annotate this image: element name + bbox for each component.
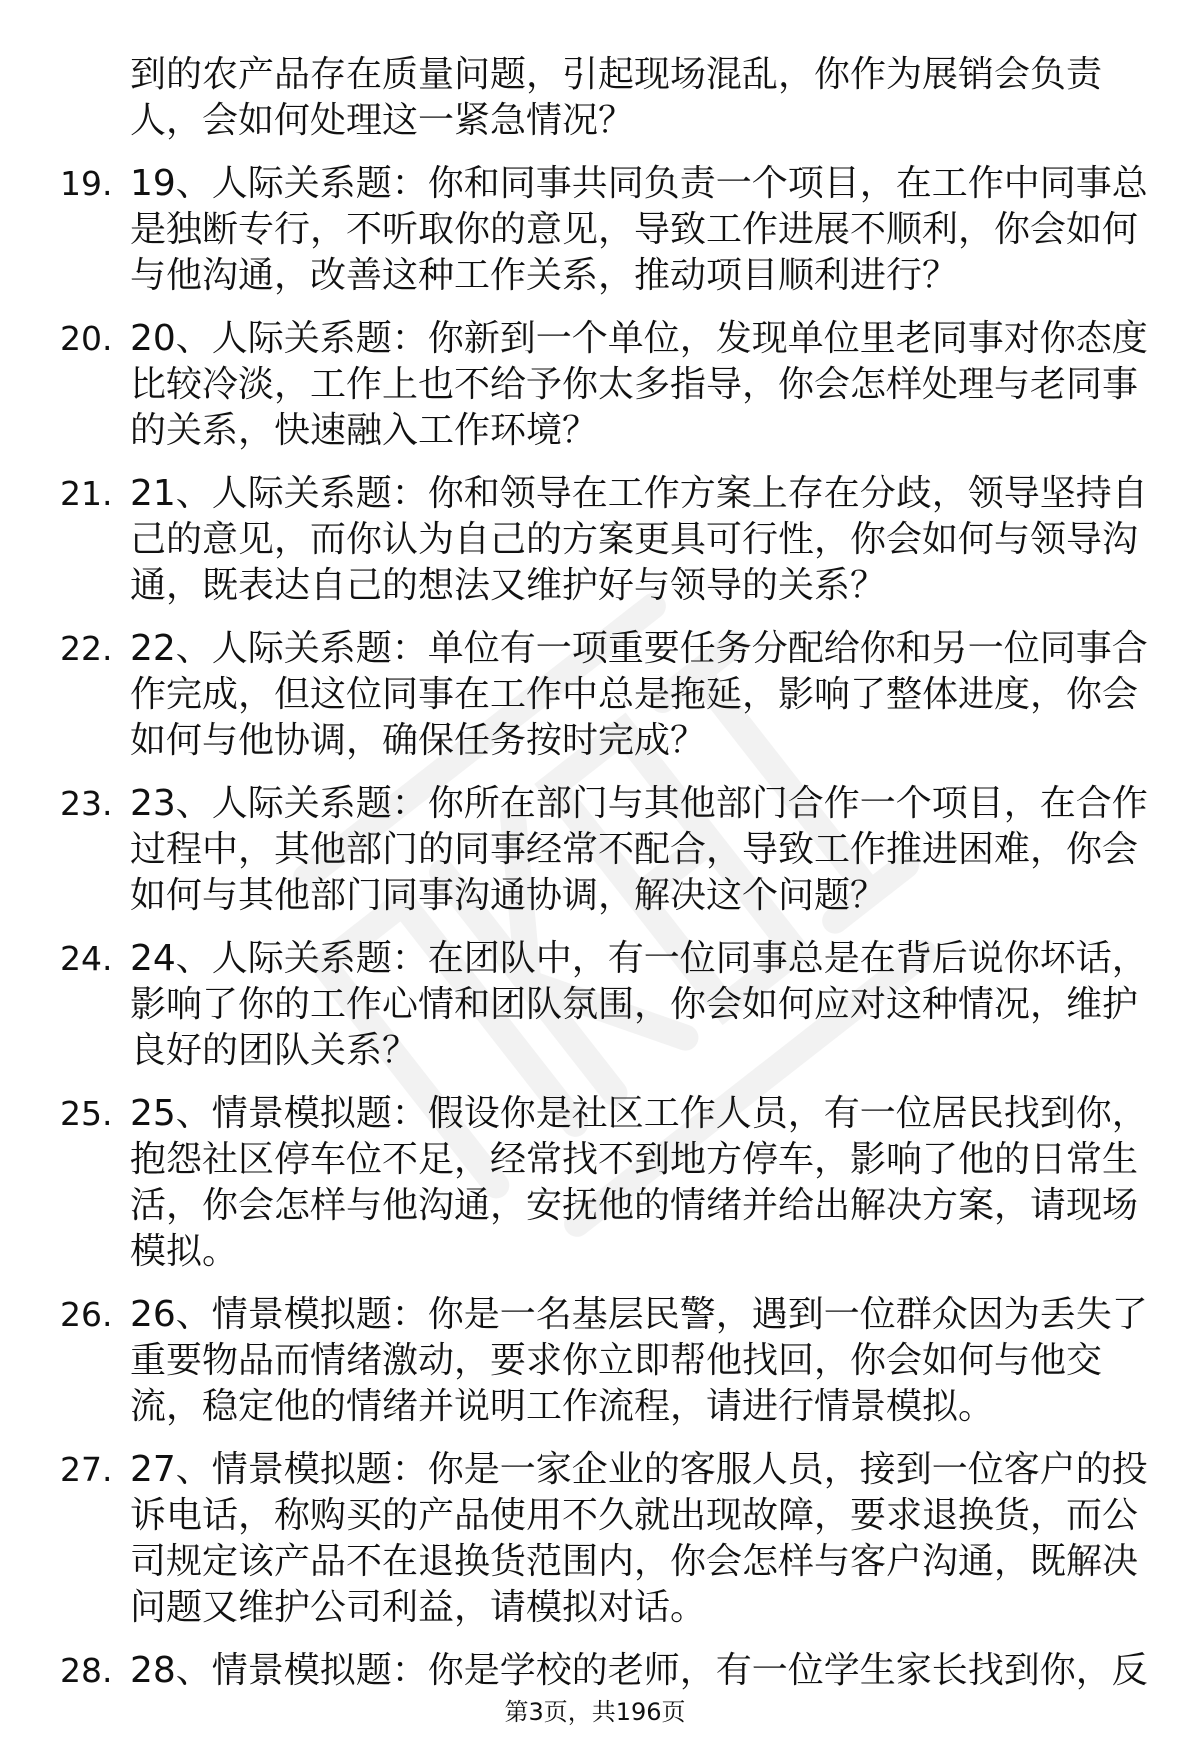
list-item-number: 21. [60, 474, 113, 513]
list-item-text: 26、情景模拟题：你是一名基层民警，遇到一位群众因为丢失了重要物品而情绪激动，要求你立即帮他找回，你会如何与他交流，稳定他的情绪并说明工作流程，请进行情景模拟。 [130, 1294, 1148, 1427]
list-item-text: 20、人际关系题：你新到一个单位，发现单位里老同事对你态度比较冷淡，工作上也不给予你太多指导，你会怎样处理与老同事的关系，快速融入工作环境？ [130, 318, 1148, 451]
list-item-text: 19、人际关系题：你和同事共同负责一个项目，在工作中同事总是独断专行，不听取你的意见，导致工作进展不顺利，你会如何与他沟通，改善这种工作关系，推动项目顺利进行？ [130, 163, 1148, 296]
list-item-text: 22、人际关系题：单位有一项重要任务分配给你和另一位同事合作完成，但这位同事在工作中总是拖延，影响了整体进度，你会如何与他协调，确保任务按时完成？ [130, 628, 1148, 761]
list-item-number: 24. [60, 939, 113, 978]
list-item [60, 1648, 1160, 1694]
list-item [60, 1447, 1160, 1631]
list-item [60, 626, 1160, 764]
list-item-number: 19. [60, 164, 113, 203]
question-list [60, 52, 1160, 1711]
list-item [60, 1091, 1160, 1275]
list-item-text: 27、情景模拟题：你是一家企业的客服人员，接到一位客户的投诉电话，称购买的产品使用不久就出现故障，要求退换货，而公司规定该产品不在退换货范围内，你会怎样与客户沟通，既解决问题又维护公司利益，请模拟对话。 [130, 1449, 1148, 1628]
list-item [60, 936, 1160, 1074]
list-item-text: 25、情景模拟题：假设你是社区工作人员，有一位居民找到你，抱怨社区停车位不足，经常找不到地方停车，影响了他的日常生活，你会怎样与他沟通，安抚他的情绪并给出解决方案，请现场模拟。 [130, 1093, 1148, 1272]
list-item-number: 20. [60, 319, 113, 358]
list-item-number: 28. [60, 1651, 113, 1690]
list-item-text: 23、人际关系题：你所在部门与其他部门合作一个项目，在合作过程中，其他部门的同事经常不配合，导致工作推进困难，你会如何与其他部门同事沟通协调，解决这个问题？ [130, 783, 1148, 916]
list-item-text: 24、人际关系题：在团队中，有一位同事总是在背后说你坏话，影响了你的工作心情和团队氛围，你会如何应对这种情况，维护良好的团队关系？ [130, 938, 1148, 1071]
list-item-number: 23. [60, 784, 113, 823]
list-item-number: 26. [60, 1295, 113, 1334]
list-item [60, 781, 1160, 919]
list-item [60, 471, 1160, 609]
list-item-number: 27. [60, 1450, 113, 1489]
list-item-number: 22. [60, 629, 113, 668]
page-number-footer: 第3页，共196页 [504, 1698, 686, 1726]
list-item-text: 28、情景模拟题：你是学校的老师，有一位学生家长找到你，反 [130, 1650, 1148, 1691]
list-item-text: 21、人际关系题：你和领导在工作方案上存在分歧，领导坚持自己的意见，而你认为自己的方案更具可行性，你会如何与领导沟通，既表达自己的想法又维护好与领导的关系？ [130, 473, 1148, 606]
continued-question-text: 到的农产品存在质量问题，引起现场混乱，你作为展销会负责人，会如何处理这一紧急情况？ [130, 54, 1103, 141]
list-item [60, 1292, 1160, 1430]
list-item [60, 316, 1160, 454]
list-item-number: 25. [60, 1094, 113, 1133]
list-item [60, 161, 1160, 299]
